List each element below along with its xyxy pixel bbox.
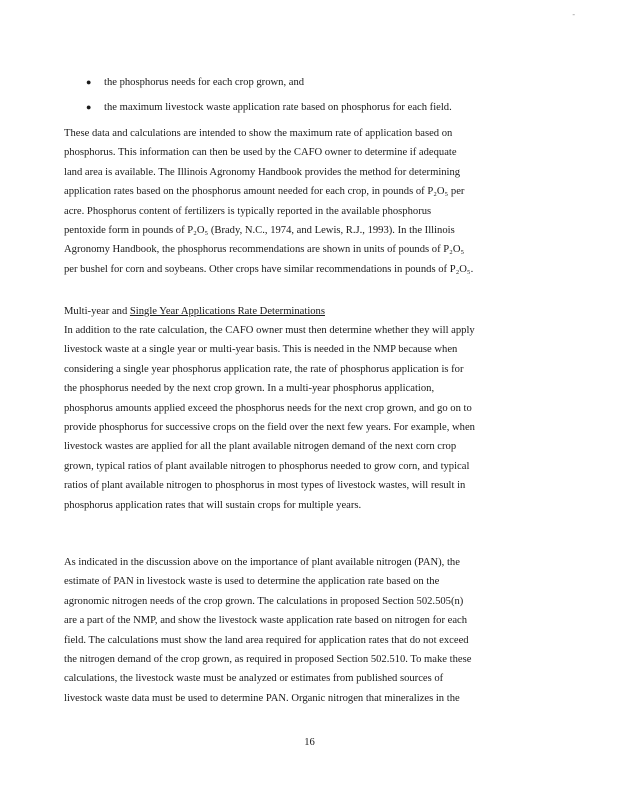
paragraph-line: estimate of PAN in livestock waste is used to determine the application rate based on the bbox=[64, 576, 440, 588]
paragraph-line: application rates based on the phosphorus amount needed for each crop, in pounds of P₂O₅ per bbox=[64, 186, 465, 198]
paragraph-line: the phosphorus needed by the next crop grown. In a multi-year phosphorus application, bbox=[64, 383, 435, 395]
paragraph-line: the nitrogen demand of the crop grown, as required in proposed Section 502.510. To make these bbox=[64, 654, 472, 666]
paragraph-line: livestock waste data must be used to determine PAN. Organic nitrogen that mineralizes in the bbox=[64, 692, 460, 704]
paragraph-line: phosphorus application rates that will sustain crops for multiple years. bbox=[64, 499, 362, 511]
page-number: 16 bbox=[304, 737, 315, 748]
paragraph-line: In addition to the rate calculation, the CAFO owner must then determine whether they will apply bbox=[64, 325, 475, 336]
paragraph-line: field. The calculations must show the land area required for application rates that do not exceed bbox=[64, 634, 469, 646]
bullet-text: the maximum livestock waste application rate based on phosphorus for each field. bbox=[104, 102, 452, 113]
corner-mark: - bbox=[572, 10, 575, 19]
paragraph-line: livestock waste at a single year or multi-year basis. This is needed in the NMP because when bbox=[64, 344, 458, 356]
paragraph-line: ratios of plant available nitrogen to phosphorus in most types of livestock wastes, will result in bbox=[64, 480, 466, 492]
paragraph-line: These data and calculations are intended to show the maximum rate of application based on bbox=[64, 128, 453, 139]
paragraph-line: As indicated in the discussion above on the importance of plant available nitrogen (PAN), the bbox=[64, 557, 460, 568]
paragraph-plant-available-nitrogen bbox=[64, 553, 558, 708]
paragraph-line: are a part of the NMP, and show the livestock waste application rate based on nitrogen for each bbox=[64, 615, 468, 627]
bullet-item-maximum-rate bbox=[86, 95, 556, 120]
paragraph-data-calculations bbox=[64, 124, 558, 279]
bullet-item-phosphorus-needs bbox=[86, 70, 556, 95]
paragraph-line: pentoxide form in pounds of P₂O₅ (Brady, N.C., 1974, and Lewis, R.J., 1993). In the Illinois bbox=[64, 225, 455, 237]
paragraph-line: provide phosphorus for successive crops on the field over the next few years. For example, when bbox=[64, 422, 475, 434]
paragraph-line: grown, typical ratios of plant available nitrogen to phosphorus needed to grow corn, and typical bbox=[64, 460, 470, 472]
bullet-text: the phosphorus needs for each crop grown, and bbox=[104, 77, 305, 88]
paragraph-application-basis bbox=[64, 321, 558, 515]
paragraph-line: livestock wastes are applied for all the plant available nitrogen demand of the next corn crop bbox=[64, 441, 457, 453]
bullet-list bbox=[86, 70, 556, 120]
paragraph-line: agronomic nitrogen needs of the crop grown. The calculations in proposed Section 502.505(n) bbox=[64, 595, 464, 607]
paragraph-line: land area is available. The Illinois Agronomy Handbook provides the method for determining bbox=[64, 166, 461, 178]
bullet-icon: ● bbox=[86, 77, 92, 87]
heading-prefix: Multi-year and bbox=[64, 306, 130, 317]
paragraph-line: phosphorus. This information can then be used by the CAFO owner to determine if adequate bbox=[64, 147, 457, 159]
bullet-icon: ● bbox=[86, 102, 92, 112]
section-heading bbox=[64, 305, 558, 319]
paragraph-line: considering a single year phosphorus application rate, the rate of phosphorus application is for bbox=[64, 363, 464, 375]
paragraph-line: per bushel for corn and soybeans. Other crops have similar recommendations in pounds of P₂O₅. bbox=[64, 263, 474, 275]
paragraph-line: acre. Phosphorus content of fertilizers is typically reported in the available phosphorus bbox=[64, 205, 432, 217]
paragraph-line: calculations, the livestock waste must be analyzed or estimates from published sources of bbox=[64, 673, 444, 685]
paragraph-line: phosphorus amounts applied exceed the phosphorus needs for the next crop grown, and go on to bbox=[64, 402, 472, 414]
heading-underlined: Single Year Applications Rate Determinations bbox=[129, 306, 325, 317]
paragraph-line: Agronomy Handbook, the phosphorus recommendations are shown in units of pounds of P₂O₅ bbox=[64, 244, 465, 256]
